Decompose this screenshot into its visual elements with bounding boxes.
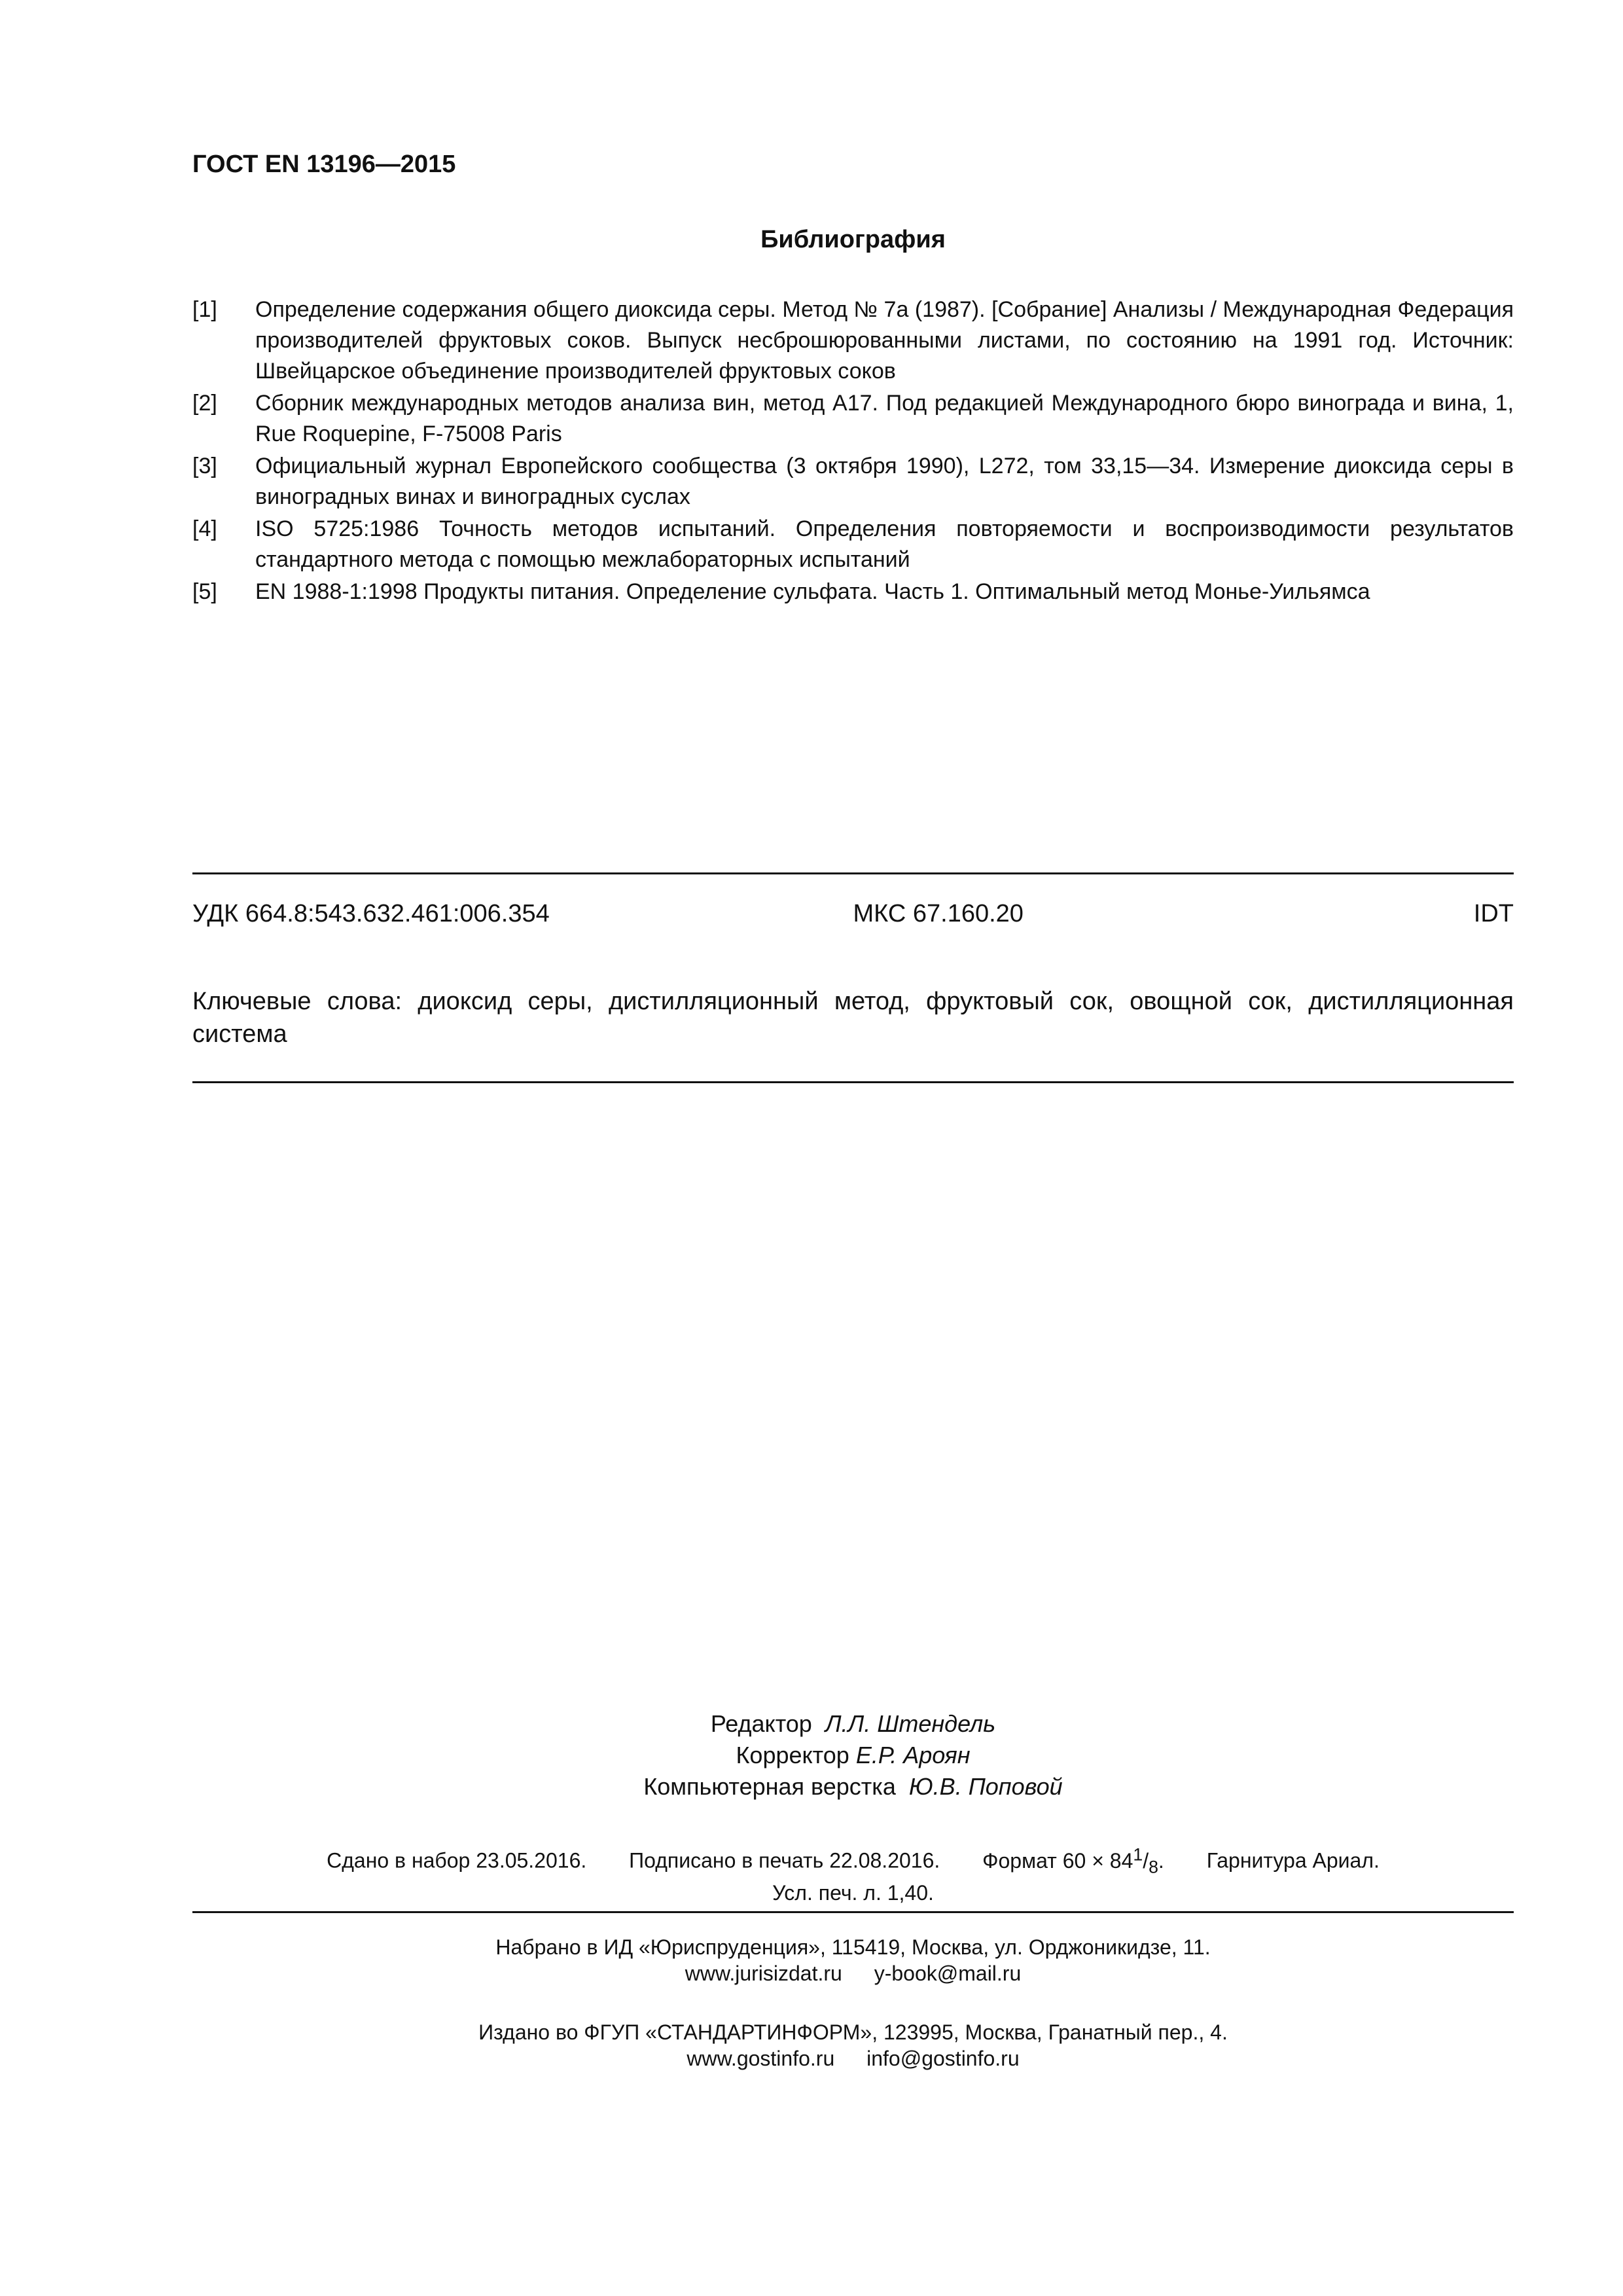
print-info-line	[192, 1841, 1514, 1880]
publisher-website[interactable]: www.gostinfo.ru	[687, 2047, 835, 2070]
divider-bottom	[192, 1911, 1514, 1913]
bibliography-item-number: [4]	[192, 516, 217, 541]
mks-code: МКС 67.160.20	[853, 900, 1024, 927]
layout-label: Компьютерная верстка	[643, 1773, 896, 1800]
credits-block	[192, 1708, 1514, 1803]
bibliography-item	[192, 451, 1514, 512]
bibliography-item	[192, 295, 1514, 387]
typeset-website[interactable]: www.jurisizdat.ru	[685, 1962, 842, 1985]
paper-format-slash: /	[1143, 1848, 1149, 1873]
bibliography-list	[192, 295, 1514, 609]
editor-label: Редактор	[710, 1710, 812, 1737]
bibliography-item	[192, 514, 1514, 575]
typeface: Гарнитура Ариал.	[1206, 1848, 1380, 1873]
editor-name: Л.Л. Штендель	[825, 1710, 996, 1737]
signed-date: Подписано в печать 22.08.2016.	[629, 1848, 940, 1873]
paper-format	[982, 1844, 1164, 1877]
bibliography-item-number: [1]	[192, 297, 217, 322]
bibliography-item-number: [5]	[192, 579, 217, 604]
divider-middle	[192, 1081, 1514, 1083]
publisher-contacts	[192, 2045, 1514, 2072]
paper-format-prefix: Формат 60 × 84	[982, 1848, 1133, 1873]
publisher-info	[192, 2019, 1514, 2072]
bibliography-item-text: Сборник международных методов анализа вин, метод А17. Под редакцией Международного бюро винограда и вина, 1, Rue Roquepine, F-75008 Paris	[255, 391, 1514, 446]
bibliography-item-number: [2]	[192, 391, 217, 416]
corrector-name: Е.Р. Ароян	[855, 1742, 971, 1768]
print-info	[192, 1841, 1514, 1906]
bibliography-item	[192, 577, 1514, 607]
classification-row	[192, 900, 1514, 928]
idt-label: IDT	[1473, 900, 1514, 927]
printed-sheets: Усл. печ. л. 1,40.	[772, 1881, 934, 1905]
udk-code: УДК 664.8:543.632.461:006.354	[192, 900, 550, 927]
bibliography-item	[192, 388, 1514, 450]
bibliography-item-text: EN 1988-1:1998 Продукты питания. Определение сульфата. Часть 1. Оптимальный метод Монье-Уильямса	[255, 579, 1370, 604]
paper-format-suffix: .	[1158, 1848, 1164, 1873]
keywords: Ключевые слова: диоксид серы, дистилляционный метод, фруктовый сок, овощной сок, дистилляционная система	[192, 988, 1514, 1048]
corrector-label: Корректор	[736, 1742, 849, 1768]
standard-code: ГОСТ EN 13196—2015	[192, 151, 456, 178]
publisher-line: Издано во ФГУП «СТАНДАРТИНФОРМ», 123995, Москва, Гранатный пер., 4.	[478, 2020, 1228, 2044]
submitted-date: Сдано в набор 23.05.2016.	[327, 1848, 587, 1873]
typeset-email[interactable]: y-book@mail.ru	[874, 1962, 1022, 1985]
editor-line	[192, 1708, 1514, 1740]
divider-top	[192, 872, 1514, 874]
typeset-line: Набрано в ИД «Юриспруденция», 115419, Москва, ул. Орджоникидзе, 11.	[495, 1935, 1211, 1959]
bibliography-item-number: [3]	[192, 454, 217, 478]
publisher-email[interactable]: info@gostinfo.ru	[866, 2047, 1020, 2070]
paper-format-denominator: 8	[1149, 1857, 1158, 1877]
typeset-info	[192, 1934, 1514, 1986]
layout-name: Ю.В. Поповой	[908, 1773, 1063, 1800]
bibliography-item-text: Официальный журнал Европейского сообщества (3 октября 1990), L272, том 33,15—34. Измерение диоксида серы в виноградных винах и виноградных суслах	[255, 454, 1514, 509]
layout-line	[192, 1771, 1514, 1803]
bibliography-item-text: Определение содержания общего диоксида серы. Метод № 7а (1987). [Собрание] Анализы / Международная Федерация производителей фруктовых соков. Выпуск несброшюрованными листами, по состоянию на 1991 год. Источник: Швейцарское объединение производителей фруктовых соков	[255, 297, 1514, 384]
bibliography-title: Библиография	[760, 226, 946, 253]
corrector-line	[192, 1740, 1514, 1771]
paper-format-numerator: 1	[1133, 1844, 1143, 1864]
bibliography-item-text: ISO 5725:1986 Точность методов испытаний. Определения повторяемости и воспроизводимости результатов стандартного метода с помощью межлабораторных испытаний	[255, 516, 1514, 572]
typeset-contacts	[192, 1960, 1514, 1986]
